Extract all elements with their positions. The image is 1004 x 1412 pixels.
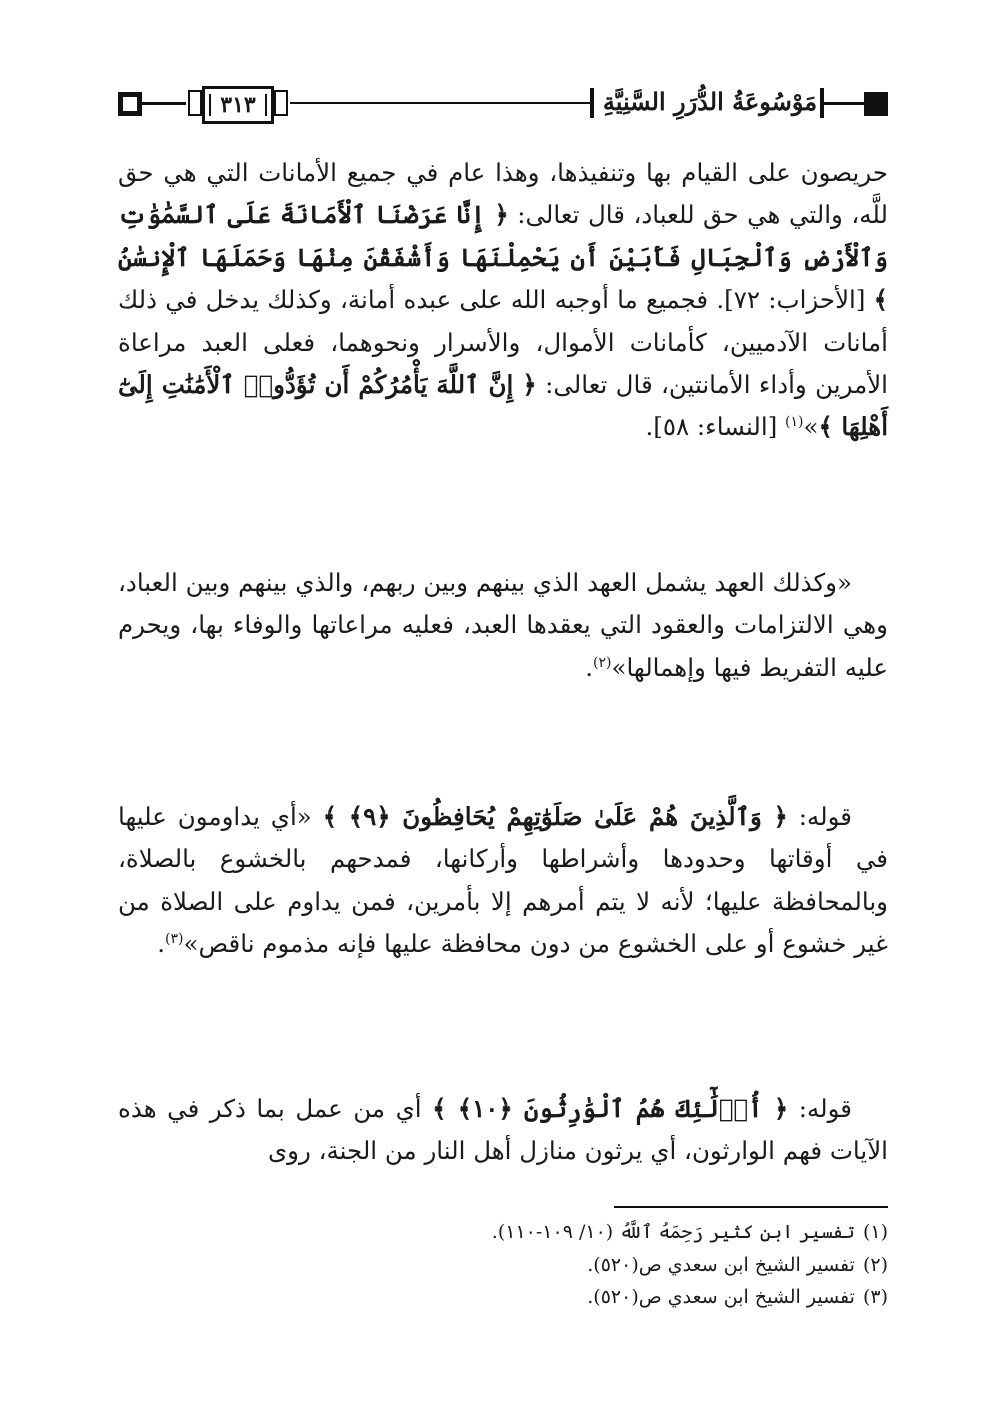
footnote-text: تفسير ابن كثير رَحِمَهُ ٱللَّهُ (١٠/ ١٠٩-١١٠). (491, 1221, 855, 1243)
footnote-ref[interactable]: (٣) (165, 931, 184, 948)
paragraph-text: «أي يداومون عليها في أوقاتها وحدودها وأشراطها وأركانها، فمدحهم بالخشوع بالصلاة، وبالمحافظة عليها؛ لأنه لا يتم أمرهم إلا بأمرين، فمن يداوم على الصلاة من غير خشوع أو على الخشوع من دون محافظة عليها فإنه مذموم ناقص» (118, 802, 888, 959)
quran-verse: ﴿ إِنَّ ٱللَّهَ يَأْمُرُكُمْ أَن تُؤَدُّوا۟ ٱلْأَمَٰنَٰتِ إِلَىٰٓ أَهْلِهَا ﴾ (118, 370, 888, 442)
footnote-item (118, 1216, 888, 1249)
paragraph-3 (118, 796, 888, 966)
paragraph-text: قوله: (787, 802, 852, 831)
footnote-number: (٣) (862, 1286, 888, 1308)
quote-close: » (803, 412, 819, 442)
header-rule (290, 102, 590, 104)
footnote-ref[interactable]: (٢) (592, 654, 612, 671)
paragraph-text: . (157, 929, 166, 959)
footnote-item (118, 1281, 888, 1314)
paragraph-text: حريصون على القيام بها وتنفيذها، وهذا عام في جميع الأمانات التي هي حق للَّه، والتي هي حق للعباد، قال تعالى: (118, 158, 888, 230)
header-divider (590, 88, 594, 118)
paragraph-text: «وكذلك العهد يشمل العهد الذي بينهم وبين ربهم، والذي بينهم وبين العباد، وهي الالتزامات والعقود التي يعقدها العبد، فعليه مراعاتها والوفاء بها، ويحرم عليه التفريط فيها وإهمالها» (118, 568, 888, 682)
book-title: مَوْسُوعَةُ الدُّرَرِ السَّنِيَّةِ (602, 87, 818, 116)
paragraph-text: . (585, 652, 593, 682)
paragraph-text: [الأحزاب: ٧٢]. فجميع ما أوجبه الله على عبده أمانة، وكذلك يدخل في ذلك أمانات الآدميين، كأمانات الأموال، والأسرار ونحوهما، فعلى العبد مراعاة الأمرين وأداء الأمانتين، قال تعالى: (118, 285, 888, 400)
quran-verse: ﴿ وَٱلَّذِينَ هُمْ عَلَىٰ صَلَوَٰتِهِمْ يُحَافِظُونَ ﴿٩﴾ ﴾ (322, 802, 788, 831)
paragraph-1 (118, 152, 888, 449)
quran-verse: ﴿ إِنَّا عَرَضْنَا ٱلْأَمَانَةَ عَلَى ٱلسَّمَٰوَٰتِ وَٱلْأَرْضِ وَٱلْجِبَالِ فَأَبَيْنَ أَن يَحْمِلْنَهَا وَأَشْفَقْنَ مِنْهَا وَحَمَلَهَا ٱلْإِنسَٰنُ ﴾ (118, 200, 889, 315)
header-square-outline (118, 92, 142, 116)
paragraph-2 (118, 562, 888, 689)
page-header (118, 86, 888, 140)
paragraph-text: [النساء: ٥٨]. (645, 412, 786, 442)
paragraph-text: أي من عمل بما ذكر في هذه الآيات فهم الوارثون، أي يرثون منازل أهل النار من الجنة، روى (118, 1094, 888, 1166)
footnotes (118, 1216, 888, 1314)
header-square-filled (864, 92, 888, 116)
quran-verse: ﴿ أُو۟لَٰٓئِكَ هُمُ ٱلْوَٰرِثُونَ ﴿١٠﴾ ﴾ (432, 1094, 789, 1123)
paragraph-4 (118, 1088, 888, 1173)
footnote-text: تفسير الشيخ ابن سعدي ص(٥٢٠). (587, 1253, 855, 1276)
footnote-ref[interactable]: (١) (785, 414, 804, 431)
paragraph-text: قوله: (788, 1094, 852, 1123)
header-ornament (188, 90, 202, 116)
header-rule (142, 102, 186, 105)
footnote-number: (٢) (862, 1253, 888, 1276)
header-ornament (274, 90, 288, 116)
footnote-item (118, 1249, 888, 1282)
footnote-number: (١) (862, 1221, 888, 1243)
footnote-text: تفسير الشيخ ابن سعدي ص(٥٢٠). (587, 1286, 855, 1308)
page-number: ٣١٣ (202, 86, 274, 124)
footnote-separator (614, 1206, 888, 1208)
header-rule (824, 102, 864, 105)
